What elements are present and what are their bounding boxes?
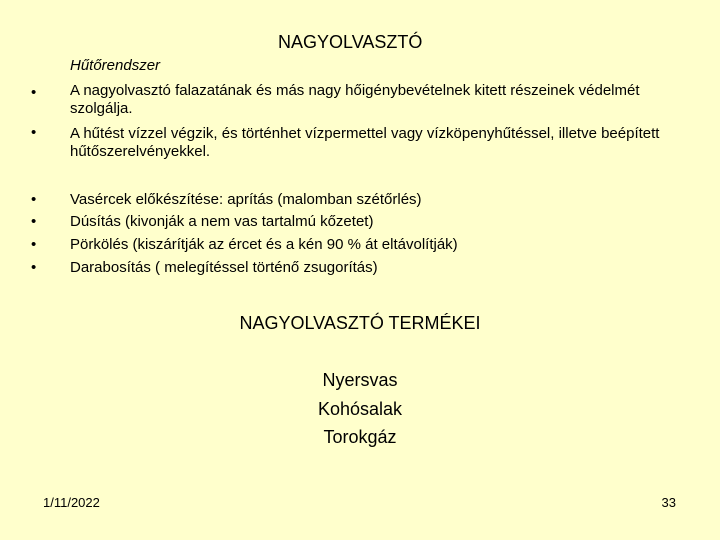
slide-title: NAGYOLVASZTÓ (278, 32, 423, 52)
bullet-text: Darabosítás ( melegítéssel történő zsugorítás) (70, 259, 378, 276)
bullet-marker: • (31, 213, 37, 230)
product-item: Torokgáz (323, 427, 397, 447)
bullet-marker: • (31, 191, 37, 208)
bullet-text: Dúsítás (kivonják a nem vas tartalmú kőzetet) (70, 213, 374, 230)
products-title-text: NAGYOLVASZTÓ TERMÉKEI (239, 313, 481, 333)
bullet-text: Vasércek előkészítése: aprítás (malomban szétőrlés) (70, 191, 422, 208)
page-number: 33 (661, 495, 676, 510)
bullet-marker: • (31, 259, 37, 276)
bullet-marker: • (31, 124, 37, 141)
bullet-marker: • (31, 236, 37, 253)
subheading: Hűtőrendszer (70, 57, 161, 74)
product-item: Kohósalak (317, 398, 403, 419)
bullet-text: A nagyolvasztó falazatának és más nagy hőigénybevételnek kitett részeinek védelmét szolgálja. (70, 82, 640, 117)
products-list (0, 366, 720, 452)
products-title (0, 313, 720, 334)
product-item: Nyersvas (322, 370, 398, 390)
bullet-text: A hűtést vízzel végzik, és történhet vízpermettel vagy vízköpenyhűtéssel, illetve beépített hűtőszerelvényekkel. (70, 125, 660, 160)
bullet-text: Pörkölés (kiszárítják az ércet és a kén 90 % át eltávolítják) (70, 236, 458, 253)
bullet-marker: • (31, 84, 37, 101)
footer-date: 1/11/2022 (43, 495, 100, 510)
